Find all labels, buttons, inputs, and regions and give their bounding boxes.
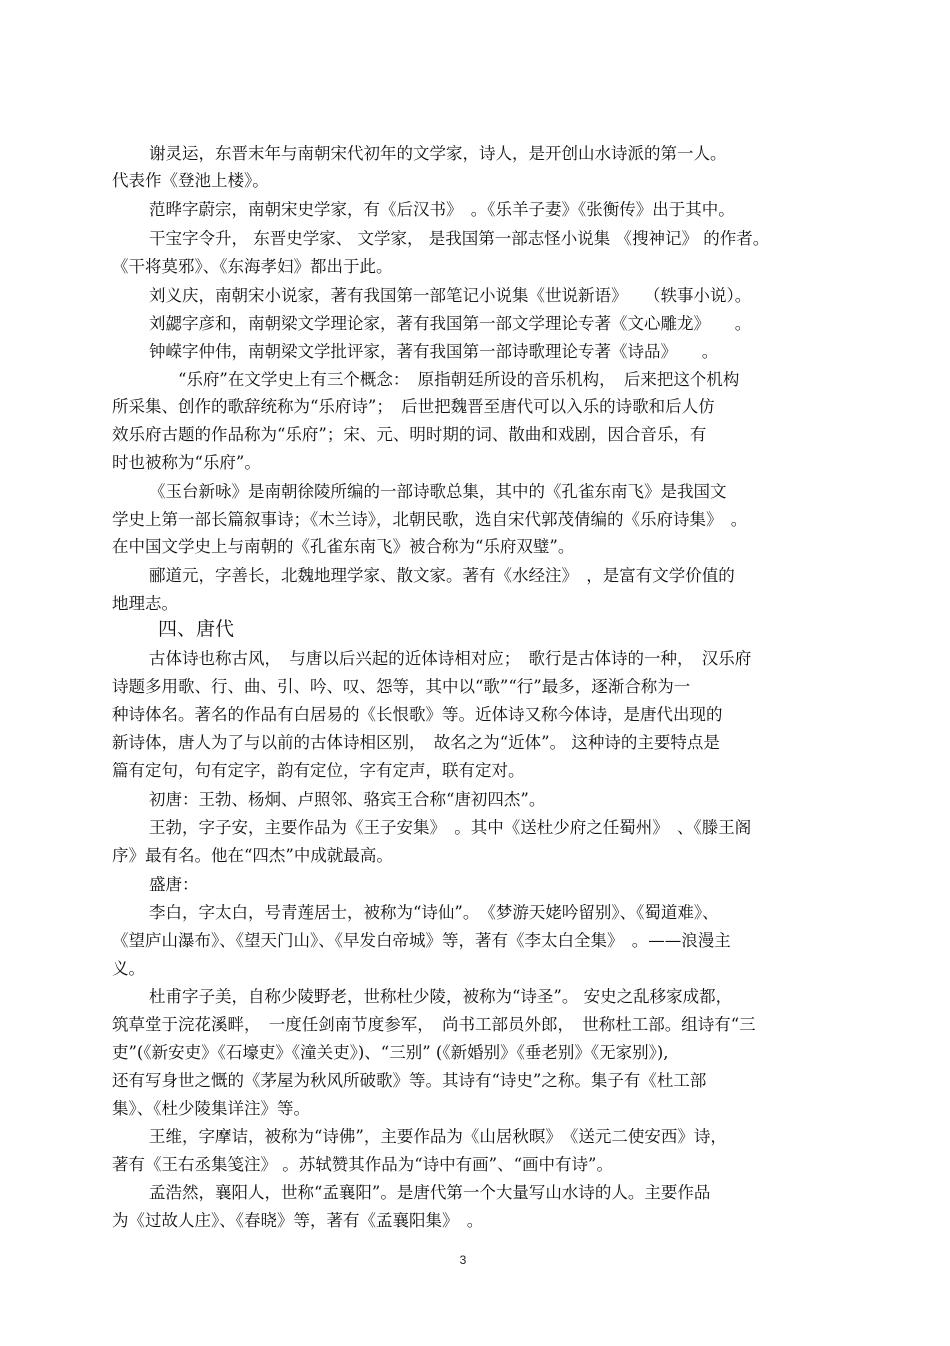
text-line: 王维，字摩诘，被称为“诗佛”，主要作品为《山居秋暝》 《送元二使安西》诗， bbox=[149, 1127, 727, 1146]
text-line: “乐府”在文学史上有三个概念： 原指朝廷所设的音乐机构， 后来把这个机构 bbox=[178, 370, 740, 389]
text-line: 谢灵运，东晋末年与南朝宋代初年的文学家，诗人，是开创山水诗派的第一人。 bbox=[149, 144, 727, 163]
text-line: 在中国文学史上与南朝的《孔雀东南飞》被合称为“乐府双璧”。 bbox=[112, 537, 575, 556]
text-line: 集》、《杜少陵集详注》等。 bbox=[112, 1099, 310, 1118]
text-line: 序》最有名。他在“四杰”中成就最高。 bbox=[112, 846, 393, 865]
text-line: 孟浩然，襄阳人，世称“孟襄阳”。是唐代第一个大量写山水诗的人。主要作品 bbox=[149, 1183, 711, 1202]
text-line: 地理志。 bbox=[112, 594, 178, 613]
text-line: 李白，字太白，号青莲居士，被称为“诗仙”。 《梦游天姥吟留别》、《蜀道难》、 bbox=[149, 903, 719, 922]
text-line: 新诗体，唐人为了与以前的古体诗相区别， 故名之为“近体”。 这种诗的主要特点是 bbox=[112, 733, 720, 752]
text-line: 种诗体名。著名的作品有白居易的《长恨歌》等。近体诗又称今体诗，是唐代出现的 bbox=[112, 705, 723, 724]
section-heading: 四、唐代 bbox=[158, 618, 235, 640]
text-line: 《玉台新咏》是南朝徐陵所编的一部诗歌总集，其中的《孔雀东南飞》是我国文 bbox=[149, 482, 727, 501]
text-line: 王勃，字子安，主要作品为《王子安集》 。其中《送杜少府之任蜀州》 、《滕王阁 bbox=[149, 818, 752, 837]
text-line: 古体诗也称古风， 与唐以后兴起的近体诗相对应； 歌行是古体诗的一种， 汉乐府 bbox=[149, 649, 752, 668]
text-line: 筑草堂于浣花溪畔， 一度任剑南节度参军， 尚书工部员外郎， 世称杜工部。组诗有“三 bbox=[112, 1015, 756, 1034]
text-line: 所采集、创作的歌辞统称为“乐府诗”； 后世把魏晋至唐代可以入乐的诗歌和后人仿 bbox=[112, 397, 715, 416]
text-line: 范晔字蔚宗，南朝宋史学家，有《后汉书》 。《乐羊子妻》《张衡传》出于其中。 bbox=[149, 200, 735, 219]
text-line: 代表作《登池上楼》。 bbox=[112, 171, 269, 190]
text-line: 郦道元，字善长，北魏地理学家、散文家。著有《水经注》 ，是富有文学价值的 bbox=[149, 566, 735, 585]
text-line: 吏”(《新安吏》《石壕吏》《潼关吏》)、“三别” (《新婚别》《垂老别》《无家别》), bbox=[112, 1043, 669, 1062]
text-line: 时也被称为“乐府”。 bbox=[112, 453, 261, 472]
text-line: 盛唐： bbox=[149, 875, 199, 894]
text-line: 初唐：王勃、杨炯、卢照邻、骆宾王合称“唐初四杰”。 bbox=[149, 790, 546, 809]
text-line: 诗题多用歌、行、曲、引、吟、叹、怨等，其中以“歌”“行”最多，逐渐合称为一 bbox=[112, 677, 691, 696]
text-line: 篇有定句，句有定字，韵有定位，字有定声，联有定对。 bbox=[112, 761, 525, 780]
text-line: 刘义庆，南朝宋小说家，著有我国第一部笔记小说集《世说新语》 （轶事小说）。 bbox=[149, 286, 752, 305]
text-line: 效乐府古题的作品称为“乐府”；宋、元、明时期的词、散曲和戏剧，因合音乐，有 bbox=[112, 425, 707, 444]
text-line: 学史上第一部长篇叙事诗；《木兰诗》，北朝民歌，选自宋代郭茂倩编的《乐府诗集》 。 bbox=[112, 510, 748, 529]
text-line: 义。 bbox=[112, 959, 145, 978]
text-line: 干宝字令升， 东晋史学家、 文学家， 是我国第一部志怪小说集 《搜神记》 的作者。 bbox=[149, 229, 770, 248]
text-line: 还有写身世之慨的《茅屋为秋风所破歌》等。其诗有“诗史”之称。集子有《杜工部 bbox=[112, 1071, 707, 1090]
text-line: 著有《王右丞集笺注》 。苏轼赞其作品为“诗中有画”、“画中有诗”。 bbox=[112, 1155, 613, 1174]
text-line: 刘勰字彦和，南朝梁文学理论家，著有我国第一部文学理论专著《文心雕龙》 。 bbox=[149, 314, 752, 333]
text-line: 钟嵘字仲伟，南朝梁文学批评家，著有我国第一部诗歌理论专著《诗品》 。 bbox=[149, 342, 719, 361]
text-line: 《望庐山瀑布》、《望天门山》、《早发白帝城》等，著有《李太白全集》 。——浪漫主 bbox=[112, 931, 731, 950]
text-line: 杜甫字子美，自称少陵野老，世称杜少陵，被称为“诗圣”。 安史之乱移家成都， bbox=[149, 987, 733, 1006]
page-number: 3 bbox=[459, 1253, 467, 1267]
text-line: 《干将莫邪》、《东海孝妇》都出于此。 bbox=[112, 257, 393, 276]
text-line: 为《过故人庄》、《春晓》等，著有《孟襄阳集》 。 bbox=[112, 1211, 484, 1230]
